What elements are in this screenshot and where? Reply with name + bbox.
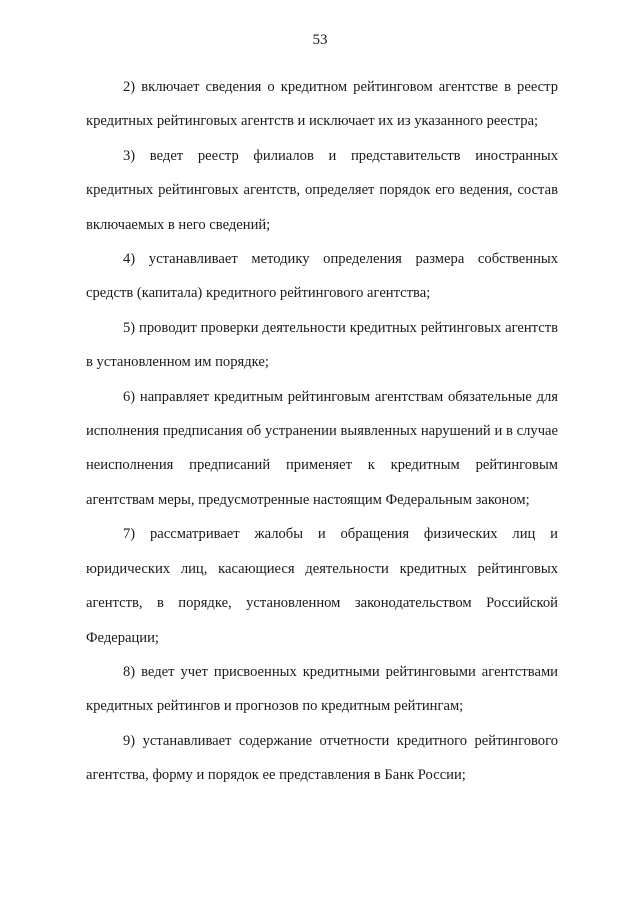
paragraph-item-6: 6) направляет кредитным рейтинговым агентствам обязательные для исполнения предписания об устранении выявленных нарушений и в случае неисполнения предписаний применяет к кредитным рейтинговым агентствам меры, предусмотренные настоящим Федеральным законом; (86, 388, 558, 508)
paragraph-item-4: 4) устанавливает методику определения размера собственных средств (капитала) кредитного рейтингового агентства; (86, 251, 558, 302)
paragraph-item-2: 2) включает сведения о кредитном рейтинговом агентстве в реестр кредитных рейтинговых агентств и исключает их из указанного реестра; (86, 79, 558, 130)
paragraph-item-3: 3) ведет реестр филиалов и представительств иностранных кредитных рейтинговых агентств, определяет порядок его ведения, состав включаемых в него сведений; (86, 147, 558, 233)
paragraph-item-5: 5) проводит проверки деятельности кредитных рейтинговых агентств в установленном им порядке; (86, 319, 558, 371)
paragraph-item-8: 8) ведет учет присвоенных кредитными рейтинговыми агентствами кредитных рейтингов и прогнозов по кредитным рейтингам; (86, 663, 558, 715)
document-body (86, 70, 558, 793)
paragraph-item-9: 9) устанавливает содержание отчетности кредитного рейтингового агентства, форму и порядок ее представления в Банк России; (86, 732, 558, 784)
page-number: 53 (312, 32, 328, 48)
paragraph-item-7: 7) рассматривает жалобы и обращения физических лиц и юридических лиц, касающиеся деятельности кредитных рейтинговых агентств, в порядке, установленном законодательством Российской Федерации; (86, 526, 558, 646)
